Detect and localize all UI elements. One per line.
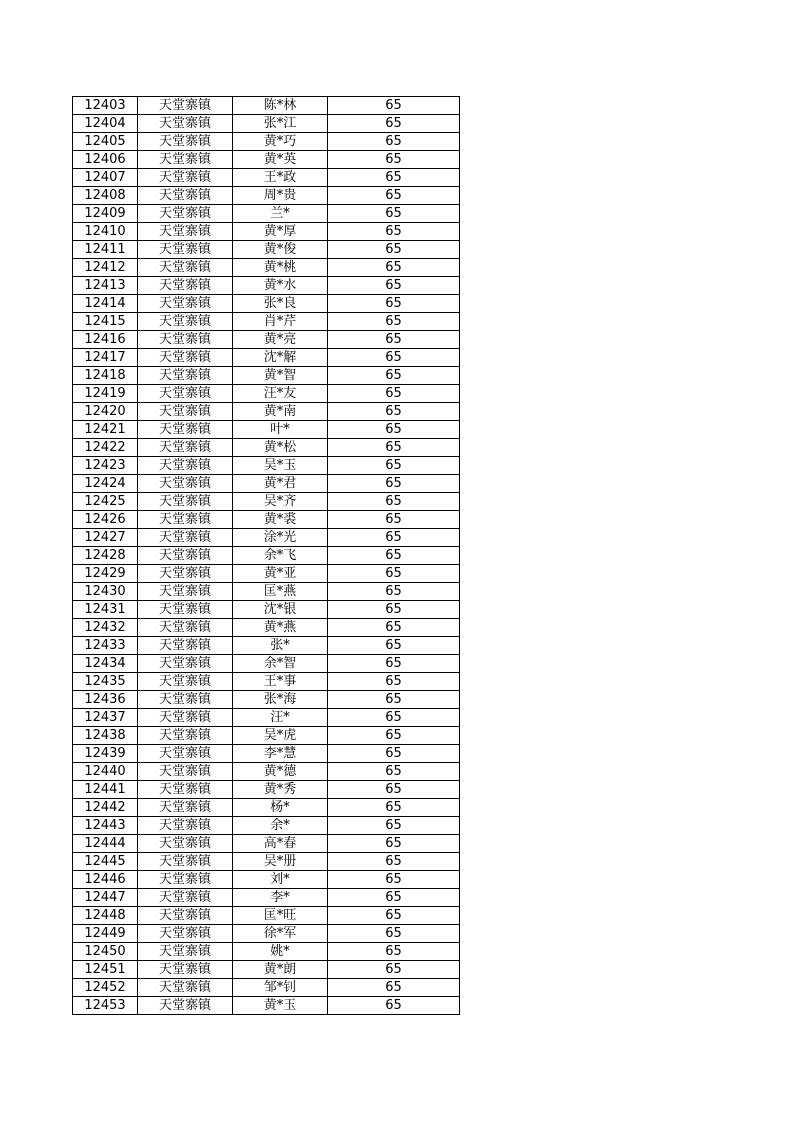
cell-name: 姚* [233,943,328,961]
cell-town: 天堂寨镇 [138,565,233,583]
cell-id: 12430 [73,583,138,601]
cell-id: 12452 [73,979,138,997]
table-row [73,511,460,529]
cell-town: 天堂寨镇 [138,547,233,565]
cell-amount: 65 [328,223,460,241]
cell-amount: 65 [328,673,460,691]
cell-town: 天堂寨镇 [138,241,233,259]
cell-name: 李*慧 [233,745,328,763]
cell-name: 叶* [233,421,328,439]
cell-name: 周*贵 [233,187,328,205]
cell-name: 黄*裘 [233,511,328,529]
cell-town: 天堂寨镇 [138,367,233,385]
cell-amount: 65 [328,547,460,565]
cell-id: 12453 [73,997,138,1015]
cell-amount: 65 [328,385,460,403]
cell-amount: 65 [328,511,460,529]
cell-id: 12414 [73,295,138,313]
cell-town: 天堂寨镇 [138,727,233,745]
cell-name: 张*良 [233,295,328,313]
cell-town: 天堂寨镇 [138,295,233,313]
cell-amount: 65 [328,871,460,889]
cell-id: 12441 [73,781,138,799]
cell-name: 吴*虎 [233,727,328,745]
cell-town: 天堂寨镇 [138,169,233,187]
cell-name: 余* [233,817,328,835]
cell-id: 12449 [73,925,138,943]
cell-amount: 65 [328,349,460,367]
cell-amount: 65 [328,457,460,475]
cell-amount: 65 [328,259,460,277]
cell-amount: 65 [328,961,460,979]
cell-name: 张*江 [233,115,328,133]
cell-name: 王*事 [233,673,328,691]
cell-name: 余*智 [233,655,328,673]
cell-name: 匡*燕 [233,583,328,601]
cell-town: 天堂寨镇 [138,331,233,349]
cell-name: 黄*德 [233,763,328,781]
cell-town: 天堂寨镇 [138,187,233,205]
table-row [73,655,460,673]
table-row [73,619,460,637]
cell-name: 张* [233,637,328,655]
cell-amount: 65 [328,817,460,835]
cell-town: 天堂寨镇 [138,619,233,637]
cell-name: 王*政 [233,169,328,187]
cell-id: 12444 [73,835,138,853]
cell-name: 李* [233,889,328,907]
cell-amount: 65 [328,997,460,1015]
table-row [73,241,460,259]
cell-name: 黄*英 [233,151,328,169]
cell-id: 12440 [73,763,138,781]
cell-amount: 65 [328,403,460,421]
cell-amount: 65 [328,691,460,709]
cell-town: 天堂寨镇 [138,349,233,367]
cell-id: 12404 [73,115,138,133]
cell-town: 天堂寨镇 [138,763,233,781]
cell-town: 天堂寨镇 [138,493,233,511]
cell-id: 12427 [73,529,138,547]
cell-town: 天堂寨镇 [138,151,233,169]
cell-town: 天堂寨镇 [138,529,233,547]
cell-amount: 65 [328,241,460,259]
cell-name: 兰* [233,205,328,223]
cell-amount: 65 [328,601,460,619]
cell-town: 天堂寨镇 [138,853,233,871]
cell-town: 天堂寨镇 [138,421,233,439]
table-row [73,781,460,799]
table-row [73,979,460,997]
cell-name: 余*飞 [233,547,328,565]
cell-amount: 65 [328,745,460,763]
cell-name: 吴*册 [233,853,328,871]
cell-id: 12413 [73,277,138,295]
cell-town: 天堂寨镇 [138,799,233,817]
table-row [73,997,460,1015]
table-row [73,691,460,709]
table-row [73,637,460,655]
cell-name: 汪*友 [233,385,328,403]
data-table [72,96,460,1015]
cell-name: 肖*芹 [233,313,328,331]
cell-id: 12436 [73,691,138,709]
table-row [73,889,460,907]
cell-id: 12407 [73,169,138,187]
table-row [73,133,460,151]
cell-amount: 65 [328,655,460,673]
table-row [73,259,460,277]
cell-amount: 65 [328,709,460,727]
cell-amount: 65 [328,169,460,187]
cell-name: 邹*钊 [233,979,328,997]
cell-id: 12410 [73,223,138,241]
cell-amount: 65 [328,763,460,781]
cell-id: 12412 [73,259,138,277]
cell-name: 黄*亚 [233,565,328,583]
cell-amount: 65 [328,907,460,925]
cell-name: 徐*军 [233,925,328,943]
cell-name: 黄*玉 [233,997,328,1015]
table-row [73,943,460,961]
cell-id: 12424 [73,475,138,493]
cell-town: 天堂寨镇 [138,475,233,493]
cell-amount: 65 [328,187,460,205]
cell-id: 12442 [73,799,138,817]
table-row [73,97,460,115]
cell-amount: 65 [328,493,460,511]
cell-amount: 65 [328,475,460,493]
cell-name: 黄*南 [233,403,328,421]
cell-town: 天堂寨镇 [138,205,233,223]
cell-id: 12416 [73,331,138,349]
cell-town: 天堂寨镇 [138,385,233,403]
cell-name: 黄*水 [233,277,328,295]
cell-name: 黄*亮 [233,331,328,349]
table-row [73,223,460,241]
cell-id: 12437 [73,709,138,727]
cell-town: 天堂寨镇 [138,457,233,475]
cell-name: 黄*燕 [233,619,328,637]
cell-town: 天堂寨镇 [138,835,233,853]
cell-id: 12422 [73,439,138,457]
cell-town: 天堂寨镇 [138,673,233,691]
table-row [73,385,460,403]
cell-id: 12438 [73,727,138,745]
table-row [73,565,460,583]
cell-name: 黄*君 [233,475,328,493]
cell-id: 12417 [73,349,138,367]
cell-amount: 65 [328,835,460,853]
cell-town: 天堂寨镇 [138,313,233,331]
cell-id: 12435 [73,673,138,691]
cell-amount: 65 [328,331,460,349]
table-row [73,547,460,565]
cell-name: 汪* [233,709,328,727]
table-row [73,925,460,943]
cell-name: 黄*智 [233,367,328,385]
table-row [73,169,460,187]
cell-id: 12408 [73,187,138,205]
cell-id: 12415 [73,313,138,331]
cell-amount: 65 [328,205,460,223]
table-row [73,151,460,169]
table-row [73,907,460,925]
cell-town: 天堂寨镇 [138,637,233,655]
cell-town: 天堂寨镇 [138,655,233,673]
cell-amount: 65 [328,439,460,457]
cell-name: 涂*光 [233,529,328,547]
cell-town: 天堂寨镇 [138,115,233,133]
table-row [73,421,460,439]
cell-town: 天堂寨镇 [138,691,233,709]
cell-id: 12418 [73,367,138,385]
cell-town: 天堂寨镇 [138,925,233,943]
cell-amount: 65 [328,727,460,745]
cell-town: 天堂寨镇 [138,907,233,925]
table-row [73,457,460,475]
cell-amount: 65 [328,529,460,547]
cell-amount: 65 [328,313,460,331]
cell-id: 12419 [73,385,138,403]
cell-amount: 65 [328,637,460,655]
table-row [73,187,460,205]
cell-town: 天堂寨镇 [138,709,233,727]
cell-id: 12446 [73,871,138,889]
table-row [73,115,460,133]
table-row [73,817,460,835]
cell-amount: 65 [328,799,460,817]
cell-town: 天堂寨镇 [138,745,233,763]
cell-id: 12451 [73,961,138,979]
cell-id: 12445 [73,853,138,871]
table-row [73,709,460,727]
cell-id: 12425 [73,493,138,511]
table-row [73,871,460,889]
cell-town: 天堂寨镇 [138,817,233,835]
cell-town: 天堂寨镇 [138,997,233,1015]
cell-name: 沈*银 [233,601,328,619]
table-row [73,295,460,313]
table-row [73,277,460,295]
cell-amount: 65 [328,277,460,295]
cell-amount: 65 [328,853,460,871]
cell-town: 天堂寨镇 [138,961,233,979]
cell-id: 12409 [73,205,138,223]
cell-town: 天堂寨镇 [138,979,233,997]
cell-town: 天堂寨镇 [138,943,233,961]
cell-amount: 65 [328,979,460,997]
table-row [73,331,460,349]
cell-town: 天堂寨镇 [138,439,233,457]
cell-amount: 65 [328,781,460,799]
cell-amount: 65 [328,115,460,133]
cell-town: 天堂寨镇 [138,601,233,619]
cell-town: 天堂寨镇 [138,781,233,799]
table-row [73,961,460,979]
table-row [73,583,460,601]
cell-id: 12411 [73,241,138,259]
cell-id: 12420 [73,403,138,421]
cell-name: 黄*秀 [233,781,328,799]
cell-id: 12450 [73,943,138,961]
cell-id: 12448 [73,907,138,925]
cell-amount: 65 [328,943,460,961]
cell-amount: 65 [328,889,460,907]
cell-town: 天堂寨镇 [138,511,233,529]
cell-id: 12403 [73,97,138,115]
cell-id: 12443 [73,817,138,835]
cell-id: 12431 [73,601,138,619]
cell-town: 天堂寨镇 [138,223,233,241]
table-row [73,205,460,223]
cell-amount: 65 [328,619,460,637]
cell-id: 12439 [73,745,138,763]
table-body [73,97,460,1015]
cell-id: 12433 [73,637,138,655]
table-row [73,439,460,457]
cell-id: 12423 [73,457,138,475]
table-row [73,745,460,763]
cell-amount: 65 [328,421,460,439]
table-row [73,529,460,547]
table-row [73,799,460,817]
cell-name: 沈*解 [233,349,328,367]
cell-id: 12434 [73,655,138,673]
table-row [73,727,460,745]
table-row [73,853,460,871]
cell-name: 匡*旺 [233,907,328,925]
cell-town: 天堂寨镇 [138,133,233,151]
cell-id: 12406 [73,151,138,169]
cell-town: 天堂寨镇 [138,277,233,295]
cell-amount: 65 [328,565,460,583]
cell-name: 黄*俊 [233,241,328,259]
cell-name: 刘* [233,871,328,889]
cell-amount: 65 [328,925,460,943]
cell-town: 天堂寨镇 [138,403,233,421]
cell-town: 天堂寨镇 [138,583,233,601]
cell-id: 12426 [73,511,138,529]
cell-name: 黄*厚 [233,223,328,241]
table-row [73,349,460,367]
cell-name: 吴*玉 [233,457,328,475]
cell-amount: 65 [328,133,460,151]
cell-id: 12405 [73,133,138,151]
cell-id: 12447 [73,889,138,907]
table-row [73,601,460,619]
cell-amount: 65 [328,151,460,169]
table-row [73,313,460,331]
cell-town: 天堂寨镇 [138,889,233,907]
cell-town: 天堂寨镇 [138,871,233,889]
cell-id: 12432 [73,619,138,637]
table-row [73,367,460,385]
table-row [73,763,460,781]
table-row [73,403,460,421]
cell-name: 高*春 [233,835,328,853]
cell-id: 12428 [73,547,138,565]
cell-name: 张*海 [233,691,328,709]
cell-name: 黄*巧 [233,133,328,151]
cell-name: 陈*林 [233,97,328,115]
table-row [73,673,460,691]
cell-town: 天堂寨镇 [138,97,233,115]
table-row [73,493,460,511]
cell-id: 12421 [73,421,138,439]
cell-name: 黄*朗 [233,961,328,979]
cell-town: 天堂寨镇 [138,259,233,277]
cell-amount: 65 [328,97,460,115]
cell-name: 黄*松 [233,439,328,457]
cell-amount: 65 [328,295,460,313]
cell-name: 吴*齐 [233,493,328,511]
cell-amount: 65 [328,367,460,385]
cell-name: 黄*桃 [233,259,328,277]
cell-id: 12429 [73,565,138,583]
table-row [73,835,460,853]
cell-name: 杨* [233,799,328,817]
cell-amount: 65 [328,583,460,601]
table-row [73,475,460,493]
